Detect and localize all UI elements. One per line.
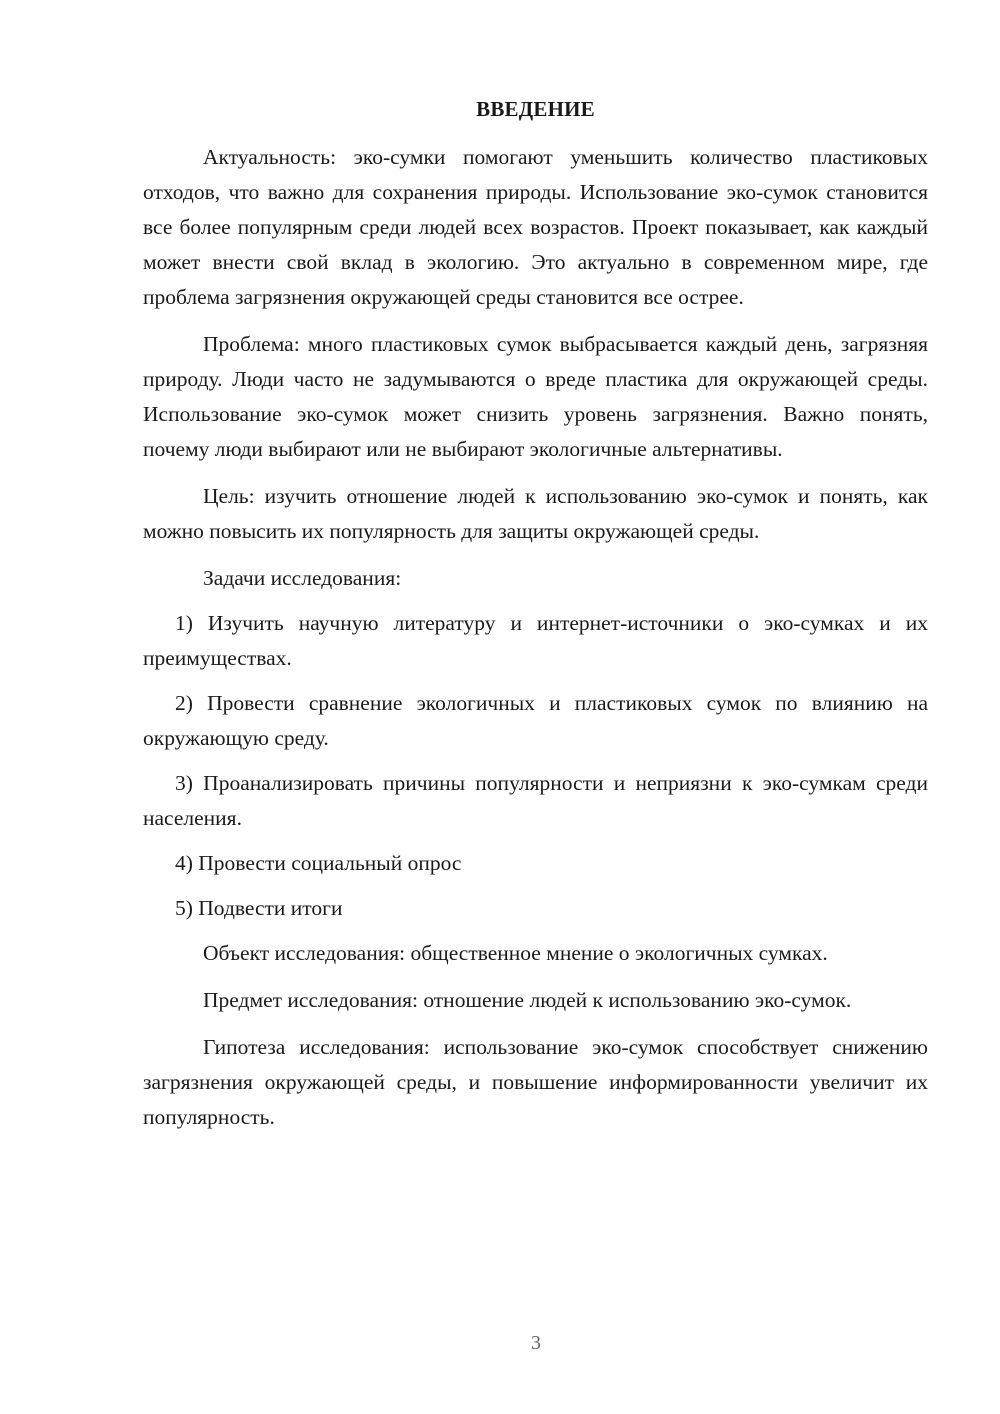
task-item: 4) Провести социальный опрос [175,851,462,875]
paragraph-subject: Предмет исследования: отношение людей к использованию эко-сумок. [203,988,852,1012]
page-number: 3 [531,1332,541,1354]
document-page [143,92,928,1147]
tasks-heading: Задачи исследования: [203,566,402,590]
task-item: 2) Провести сравнение экологичных и пластиковых сумок по влиянию на окружающую среду. [143,691,928,750]
task-item: 5) Подвести итоги [175,896,343,920]
paragraph-hypothesis: Гипотеза исследования: использование эко-сумок способствует снижению загрязнения окружающей среды, и повышение информированности увеличит их популярность. [143,1035,928,1129]
tasks-list [143,606,928,926]
page-title: ВВЕДЕНИЕ [476,97,595,121]
paragraph-goal: Цель: изучить отношение людей к использованию эко-сумок и понять, как можно повысить их популярность для защиты окружающей среды. [143,484,928,543]
paragraph-relevance: Актуальность: эко-сумки помогают уменьшить количество пластиковых отходов, что важно для сохранения природы. Использование эко-сумок становится все более популярным среди людей всех возрастов. Проект показывает, как каждый может внести свой вклад в экологию. Это актуально в современном мире, где проблема загрязнения окружающей среды становится все острее. [143,145,928,309]
task-item: 1) Изучить научную литературу и интернет-источники о эко-сумках и их преимуществах. [143,611,928,670]
paragraph-object: Объект исследования: общественное мнение о экологичных сумках. [203,941,828,965]
paragraph-problem: Проблема: много пластиковых сумок выбрасывается каждый день, загрязняя природу. Люди часто не задумываются о вреде пластика для окружающей среды. Использование эко-сумок может снизить уровень загрязнения. Важно понять, почему люди выбирают или не выбирают экологичные альтернативы. [143,332,928,461]
task-item: 3) Проанализировать причины популярности и неприязни к эко-сумкам среди населения. [143,771,928,830]
